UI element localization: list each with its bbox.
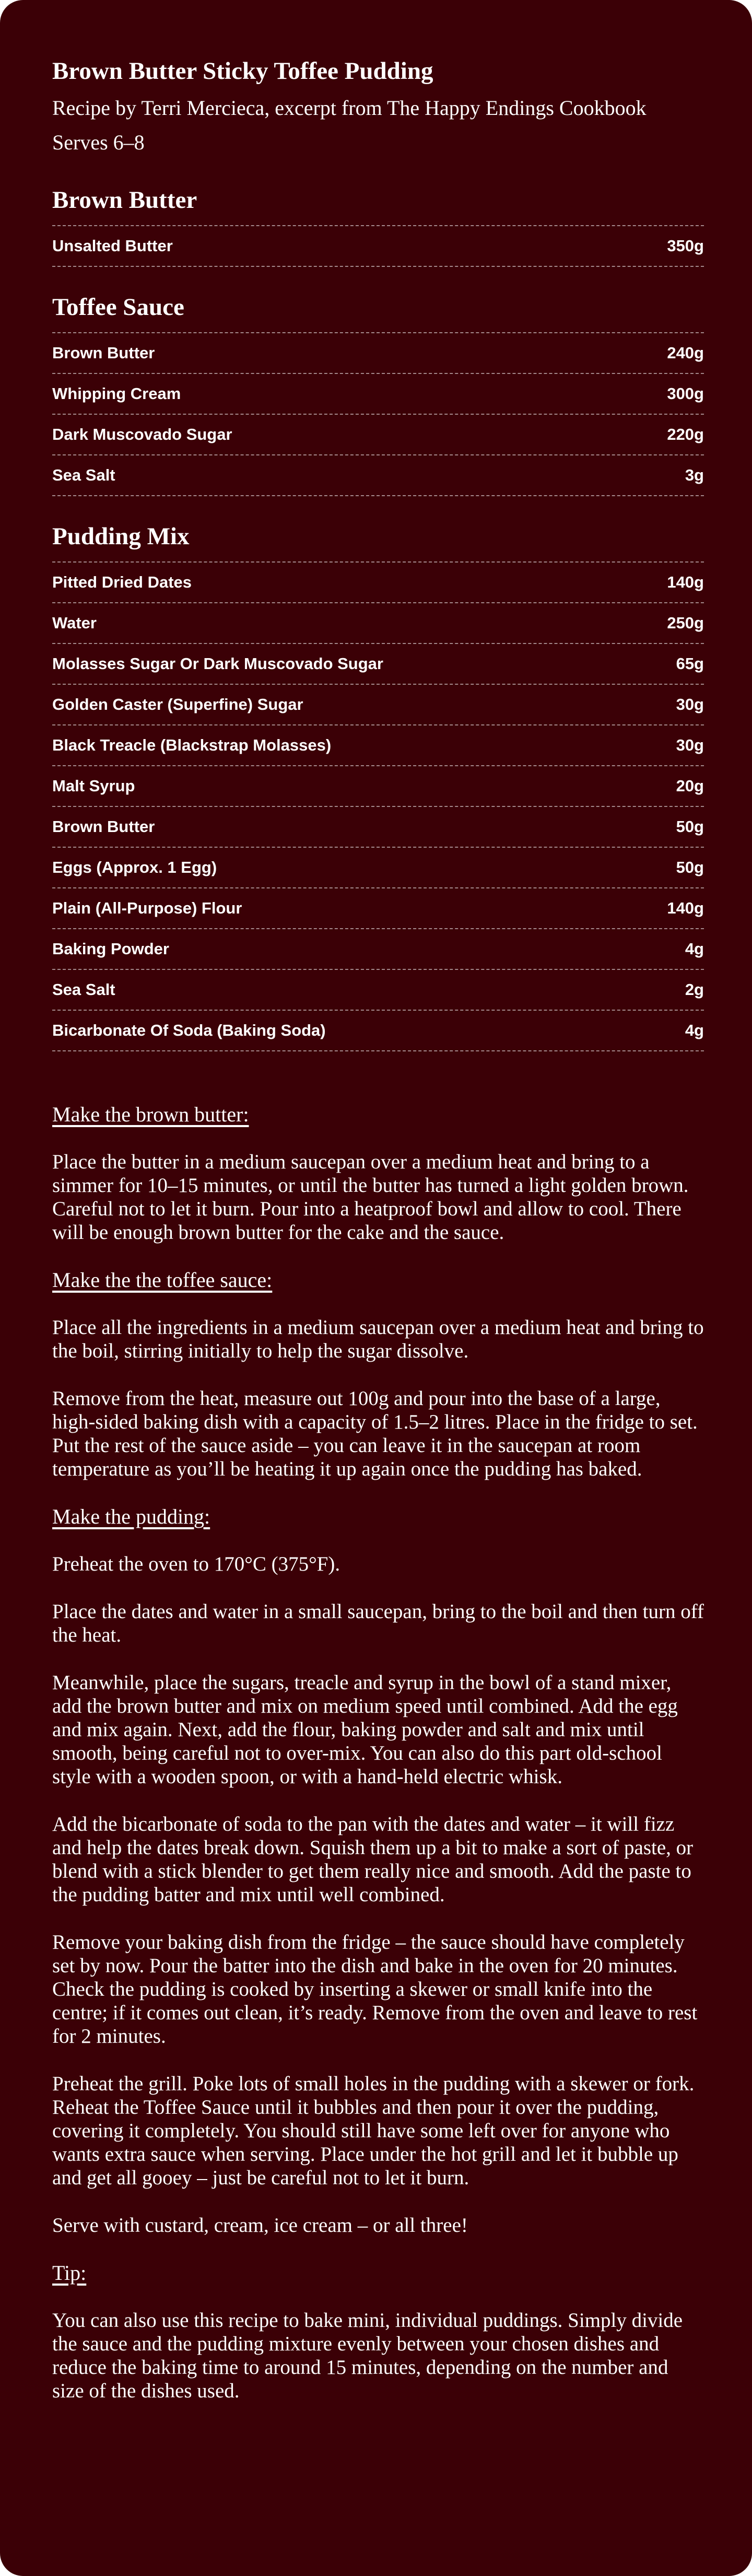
ingredient-row [52, 928, 704, 969]
method-paragraph: Place the dates and water in a small saucepan, bring to the boil and then turn off the heat. [52, 1600, 704, 1647]
ingredient-quantity: 2g [685, 980, 704, 999]
ingredient-group-title: Pudding Mix [52, 523, 190, 551]
ingredient-list [52, 561, 704, 1051]
method-paragraph: Preheat the oven to 170°C (375°F). [52, 1553, 340, 1576]
ingredient-group-title: Brown Butter [52, 186, 197, 214]
ingredient-quantity: 50g [676, 858, 704, 877]
ingredient-name: Brown Butter [52, 817, 155, 836]
ingredient-name: Golden Caster (Superfine) Sugar [52, 695, 303, 714]
ingredient-name: Water [52, 614, 97, 633]
ingredient-name: Molasses Sugar Or Dark Muscovado Sugar [52, 654, 383, 673]
method-paragraph: Place all the ingredients in a medium saucepan over a medium heat and bring to the boil, stirring initially to help the sugar dissolve. [52, 1316, 704, 1363]
ingredient-quantity: 4g [685, 940, 704, 958]
method-heading: Make the the toffee sauce: [52, 1268, 273, 1292]
ingredient-row [52, 847, 704, 887]
ingredient-name: Sea Salt [52, 980, 115, 999]
ingredient-row [52, 373, 704, 414]
ingredient-group [52, 295, 704, 496]
method-step-group [52, 2261, 704, 2403]
ingredient-name: Pitted Dried Dates [52, 573, 192, 592]
method-heading: Tip: [52, 2261, 87, 2285]
ingredient-quantity: 250g [667, 614, 704, 633]
ingredient-row [52, 806, 704, 847]
ingredient-quantity: 30g [676, 736, 704, 755]
ingredient-quantity: 240g [667, 344, 704, 362]
ingredient-row [52, 561, 704, 602]
recipe-title: Brown Butter Sticky Toffee Pudding [52, 57, 433, 85]
method-paragraph: Preheat the grill. Poke lots of small holes in the pudding with a skewer or fork. Reheat the Toffee Sauce until it bubbles and then pour it over the pudding, covering it completely. You should still have some left over for anyone who wants extra sauce when serving. Place under the hot grill and let it bubble up and get all gooey – just be careful not to let it burn. [52, 2072, 695, 2189]
ingredient-row [52, 724, 704, 765]
ingredient-quantity: 20g [676, 777, 704, 795]
ingredient-list [52, 225, 704, 267]
method-paragraph: Place the butter in a medium saucepan over a medium heat and bring to a simmer for 10–15 minutes, or until the butter has turned a light golden brown. Careful not to let it burn. Pour into a heatproof bowl and allow to cool. There will be enough brown butter for the cake and the sauce. [52, 1151, 689, 1244]
ingredient-quantity: 300g [667, 384, 704, 403]
method-paragraph: Remove your baking dish from the fridge – the sauce should have completely set by now. Pour the batter into the dish and bake in the oven for 20 minutes. Check the pudding is cooked by inserting a skewer or small knife into the centre; if it comes out clean, it’s ready. Remove from the oven and leave to rest for 2 minutes. [52, 1931, 698, 2048]
ingredient-name: Plain (All-Purpose) Flour [52, 899, 242, 918]
ingredient-row [52, 887, 704, 928]
ingredient-row [52, 414, 704, 454]
ingredient-name: Malt Syrup [52, 777, 135, 795]
recipe-serves: Serves 6–8 [52, 131, 145, 155]
ingredient-name: Unsalted Butter [52, 237, 173, 255]
ingredient-name: Baking Powder [52, 940, 169, 958]
method-paragraph: You can also use this recipe to bake mini, individual puddings. Simply divide the sauce and the pudding mixture evenly between your chosen dishes and reduce the baking time to around 15 minutes, depending on the number and size of the dishes used. [52, 2309, 683, 2403]
method-heading: Make the brown butter: [52, 1103, 249, 1127]
ingredient-row [52, 454, 704, 495]
ingredient-name: Bicarbonate Of Soda (Baking Soda) [52, 1021, 326, 1040]
method-paragraph: Remove from the heat, measure out 100g and pour into the base of a large, high-sided baking dish with a capacity of 1.5–2 litres. Place in the fridge to set. Put the rest of the sauce aside – you can leave it in the saucepan at room temperature as you’ll be heating it up again once the pudding has baked. [52, 1387, 698, 1481]
ingredient-quantity: 3g [685, 466, 704, 485]
method-paragraph: Serve with custard, cream, ice cream – or all three! [52, 2214, 468, 2237]
ingredient-quantity: 30g [676, 695, 704, 714]
ingredient-row [52, 225, 704, 266]
method-step-group [52, 1505, 704, 2237]
ingredient-quantity: 350g [667, 237, 704, 255]
ingredient-name: Sea Salt [52, 466, 115, 485]
ingredient-name: Dark Muscovado Sugar [52, 425, 232, 444]
ingredient-row [52, 765, 704, 806]
ingredient-row [52, 1010, 704, 1050]
ingredient-row [52, 643, 704, 684]
method-step-group [52, 1268, 704, 1481]
ingredient-quantity: 4g [685, 1021, 704, 1040]
ingredient-name: Eggs (Approx. 1 Egg) [52, 858, 217, 877]
ingredient-quantity: 140g [667, 899, 704, 918]
ingredient-quantity: 220g [667, 425, 704, 444]
ingredient-row [52, 684, 704, 724]
ingredient-group [52, 524, 704, 1051]
ingredient-name: Brown Butter [52, 344, 155, 362]
ingredient-name: Black Treacle (Blackstrap Molasses) [52, 736, 332, 755]
ingredient-row [52, 969, 704, 1010]
method-paragraph: Add the bicarbonate of soda to the pan with the dates and water – it will fizz and help the dates break down. Squish them up a bit to make a sort of paste, or blend with a stick blender to get them really nice and smooth. Add the paste to the pudding batter and mix until well combined. [52, 1813, 694, 1906]
method-paragraph: Meanwhile, place the sugars, treacle and syrup in the bowl of a stand mixer, add the brown butter and mix on medium speed until combined. Add the egg and mix again. Next, add the flour, baking powder and salt and mix until smooth, being careful not to over-mix. You can also do this part old-school style with a wooden spoon, or with a hand-held electric whisk. [52, 1671, 678, 1788]
method-step-group [52, 1103, 704, 1244]
ingredient-list [52, 332, 704, 496]
ingredient-quantity: 140g [667, 573, 704, 592]
ingredient-row [52, 602, 704, 643]
ingredient-quantity: 65g [676, 654, 704, 673]
ingredient-row [52, 332, 704, 373]
ingredient-group-title: Toffee Sauce [52, 294, 184, 321]
method-section [52, 1103, 704, 2403]
ingredients-section [52, 188, 704, 1051]
ingredient-group [52, 188, 704, 267]
ingredient-quantity: 50g [676, 817, 704, 836]
method-heading: Make the pudding: [52, 1505, 210, 1529]
ingredient-name: Whipping Cream [52, 384, 181, 403]
recipe-byline: Recipe by Terri Mercieca, excerpt from The Happy Endings Cookbook [52, 96, 647, 120]
